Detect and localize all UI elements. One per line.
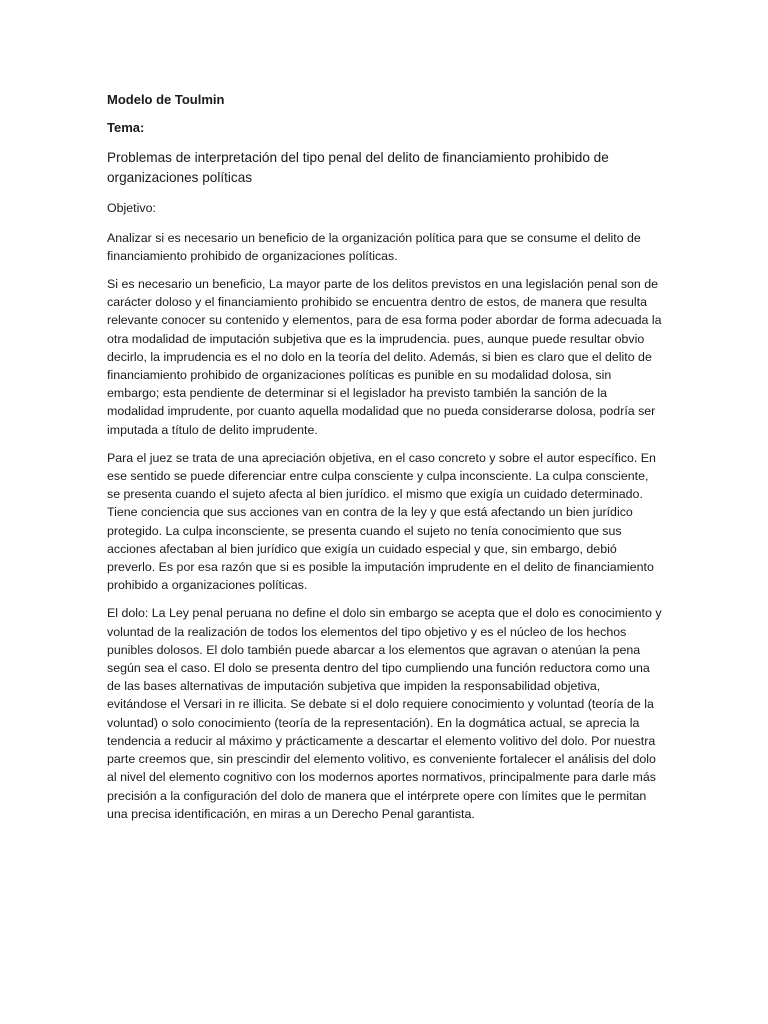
- paragraph-beneficio: Si es necesario un beneficio, La mayor parte de los delitos previstos en una legislación penal son de carácter doloso y el financiamiento prohibido se encuentra dentro de estos, de manera que resulta relevante conocer su contenido y elementos, para de esa forma poder abordar de forma adecuada la otra modalidad de imputación subjetiva que es la imprudencia. pues, aunque puede resultar obvio decirlo, la imprudencia es el no dolo en la teoría del delito. Además, si bien es claro que el delito de financiamiento prohibido de organizaciones políticas es punible en su modalidad dolosa, sin embargo; esta pendiente de determinar si el legislador ha previsto también la sanción de la modalidad imprudente, por cuanto aquella modalidad que no pueda considerarse dolosa, podría ser imputada a título de delito imprudente.: [107, 277, 662, 437]
- tema-text: Problemas de interpretación del tipo penal del delito de financiamiento prohibido de organizaciones políticas: [107, 150, 609, 186]
- paragraph-culpa: Para el juez se trata de una apreciación objetiva, en el caso concreto y sobre el autor específico. En ese sentido se puede diferenciar entre culpa consciente y culpa inconsciente. La culpa consciente, se presenta cuando el sujeto afecta al bien jurídico. el mismo que exigía un cuidado determinado. Tiene conciencia que sus acciones van en contra de la ley y que está afectando un bien jurídico protegido. La culpa inconsciente, se presenta cuando el sujeto no tenía conocimiento que sus acciones afectaban al bien jurídico que exigía un cuidado especial y que, sin embargo, debió preverlo. Es por esa razón que si es posible la imputación imprudente en el delito de financiamiento prohibido a organizaciones políticas.: [107, 450, 656, 593]
- document-title: Modelo de Toulmin: [107, 92, 225, 107]
- paragraph-dolo: El dolo: La Ley penal peruana no define el dolo sin embargo se acepta que el dolo es conocimiento y voluntad de la realización de todos los elementos del tipo objetivo y es el núcleo de los hechos punibles dolosos. El dolo también puede abarcar a los elementos que agravan o atenúan la pena según sea el caso. El dolo se presenta dentro del tipo cumpliendo una función reductora como una de las bases alternativas de imputación subjetiva que impiden la responsabilidad objetiva, evitándose el Versari in re illicita. Se debate si el dolo requiere conocimiento y voluntad (teoría de la voluntad) o solo conocimiento (teoría de la representación). En la dogmática actual, se aprecia la tendencia a reducir al máximo y prácticamente a descartar el elemento volitivo del dolo. Por nuestra parte creemos que, sin prescindir del elemento volitivo, es conveniente fortalecer el análisis del dolo al nivel del elemento cognitivo con los modernos aportes normativos, principalmente para darle más precisión a la configuración del dolo de manera que el intérprete opere con límites que le permitan una precisa identificación, en miras a un Derecho Penal garantista.: [107, 606, 662, 821]
- document-body: [107, 91, 662, 833]
- tema-label: Tema:: [107, 120, 145, 136]
- objetivo-label: Objetivo:: [107, 201, 156, 216]
- objetivo-text: Analizar si es necesario un beneficio de la organización política para que se consume el delito de financiamiento prohibido de organizaciones políticas.: [107, 230, 641, 263]
